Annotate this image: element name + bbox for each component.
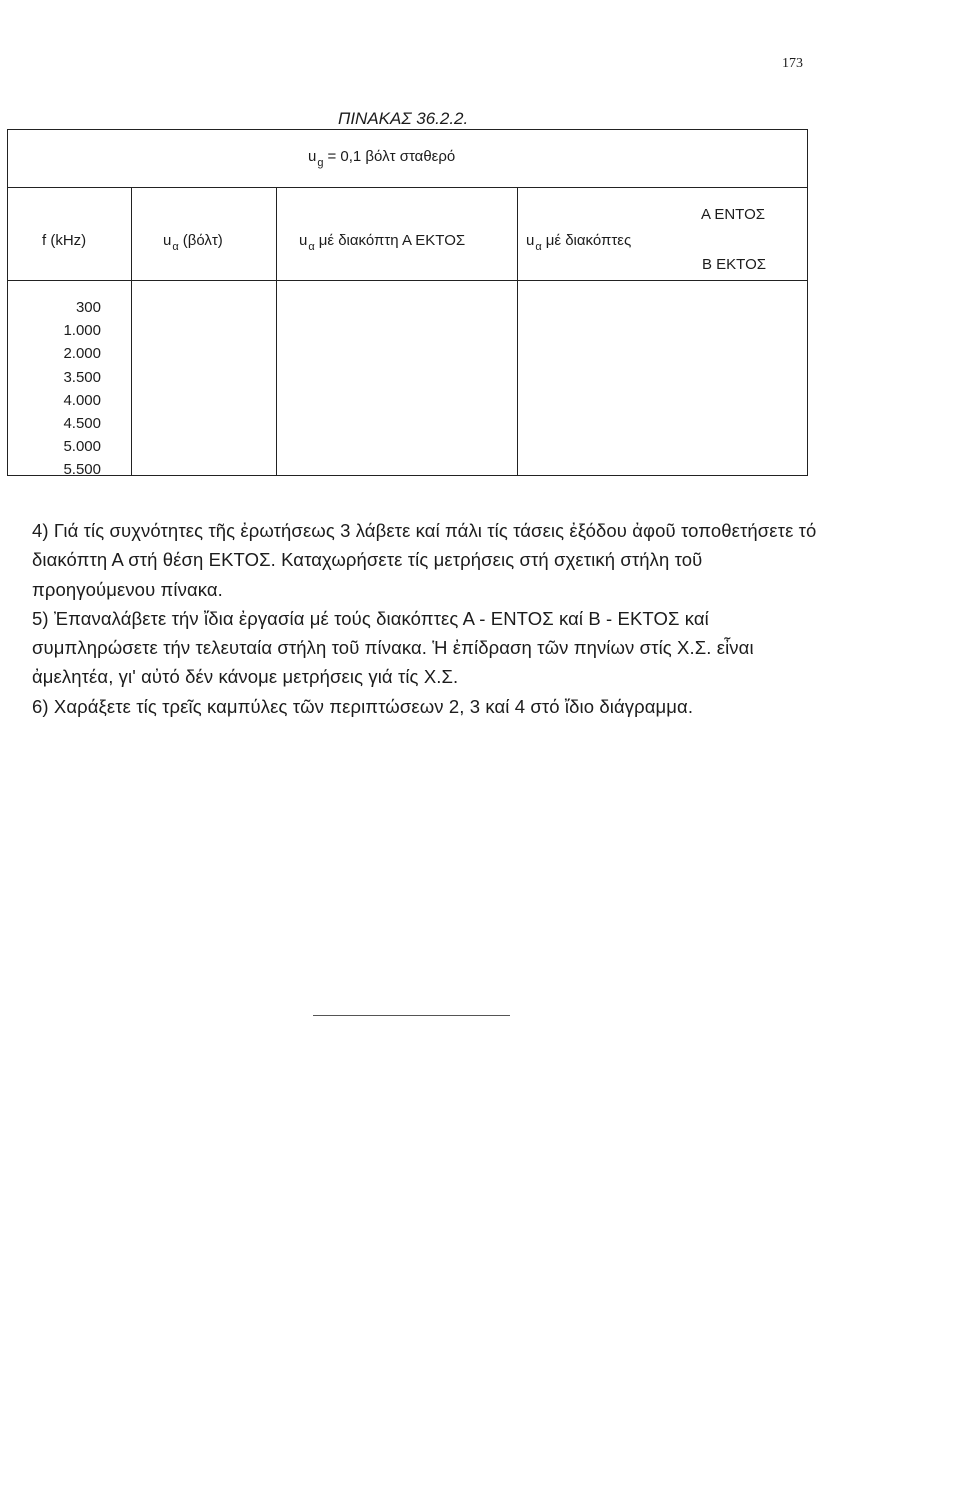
instruction-paragraph-6: 6) Χαράξετε τίς τρεῖς καμπύλες τῶν περιπτώσεων 2, 3 καί 4 στό ἴδιο διάγραμμα. <box>32 695 694 717</box>
table-header-condition: $u_g = 0,1$ βόλτ σταθερό <box>308 148 456 169</box>
page-number: 173 <box>782 56 803 71</box>
switch-b-off-label: Β ΕΚΤΟΣ <box>702 256 767 273</box>
measurement-table <box>7 129 808 479</box>
column-header-switches: $u_\alpha$ μέ διακόπτες <box>526 232 632 253</box>
instructions-text <box>32 516 818 721</box>
column-divider-3 <box>517 187 518 475</box>
column-divider-1 <box>131 187 132 475</box>
instruction-paragraph-4: 4) Γιά τίς συχνότητες τῆς ἐρωτήσεως 3 λάβετε καί πάλι τίς τάσεις ἐξόδου ἀφοῦ τοποθετήσετε τό διακόπτη Α στή θέση ΕΚΤΟΣ. Καταχωρήσετε τίς μετρήσεις στή σχετική στήλη τοῦ προηγούμενου πίνακα. <box>32 520 817 600</box>
frequency-value: 5.500 <box>63 461 101 479</box>
column-header-frequency: f (kHz) <box>42 232 87 249</box>
frequency-value: 5.000 <box>63 438 101 456</box>
column-header-output-voltage: $u_\alpha$ (βόλτ) <box>163 232 223 253</box>
table-divider-columns <box>8 280 807 281</box>
frequency-value: 4.000 <box>63 391 101 409</box>
frequency-list <box>48 296 101 482</box>
column-header-switch-a-off: $u_\alpha$ μέ διακόπτη Α ΕΚΤΟΣ <box>299 232 466 253</box>
frequency-value: 3.500 <box>63 368 101 386</box>
table-title: ΠΙΝΑΚΑΣ 36.2.2. <box>338 109 469 128</box>
footnote-rule <box>313 1015 510 1016</box>
frequency-value: 2.000 <box>63 345 101 363</box>
instruction-paragraph-5: 5) Ἐπαναλάβετε τήν ἴδια ἐργασία μέ τούς διακόπτες Α - ΕΝΤΟΣ καί Β - ΕΚΤΟΣ καί συμπληρώσετε τήν τελευταία στήλη τοῦ πίνακα. Ἡ ἐπίδραση τῶν πηνίων στίς Χ.Σ. εἶναι ἀμελητέα, γι' αὐτό δέν κάνομε μετρήσεις γιά τίς Χ.Σ. <box>32 607 754 688</box>
table-divider-header <box>8 187 807 188</box>
switch-a-on-label: Α ΕΝΤΟΣ <box>701 206 766 223</box>
column-divider-2 <box>276 187 277 475</box>
frequency-value: 300 <box>75 299 101 316</box>
frequency-value: 4.500 <box>63 415 101 433</box>
frequency-value: 1.000 <box>63 322 101 340</box>
